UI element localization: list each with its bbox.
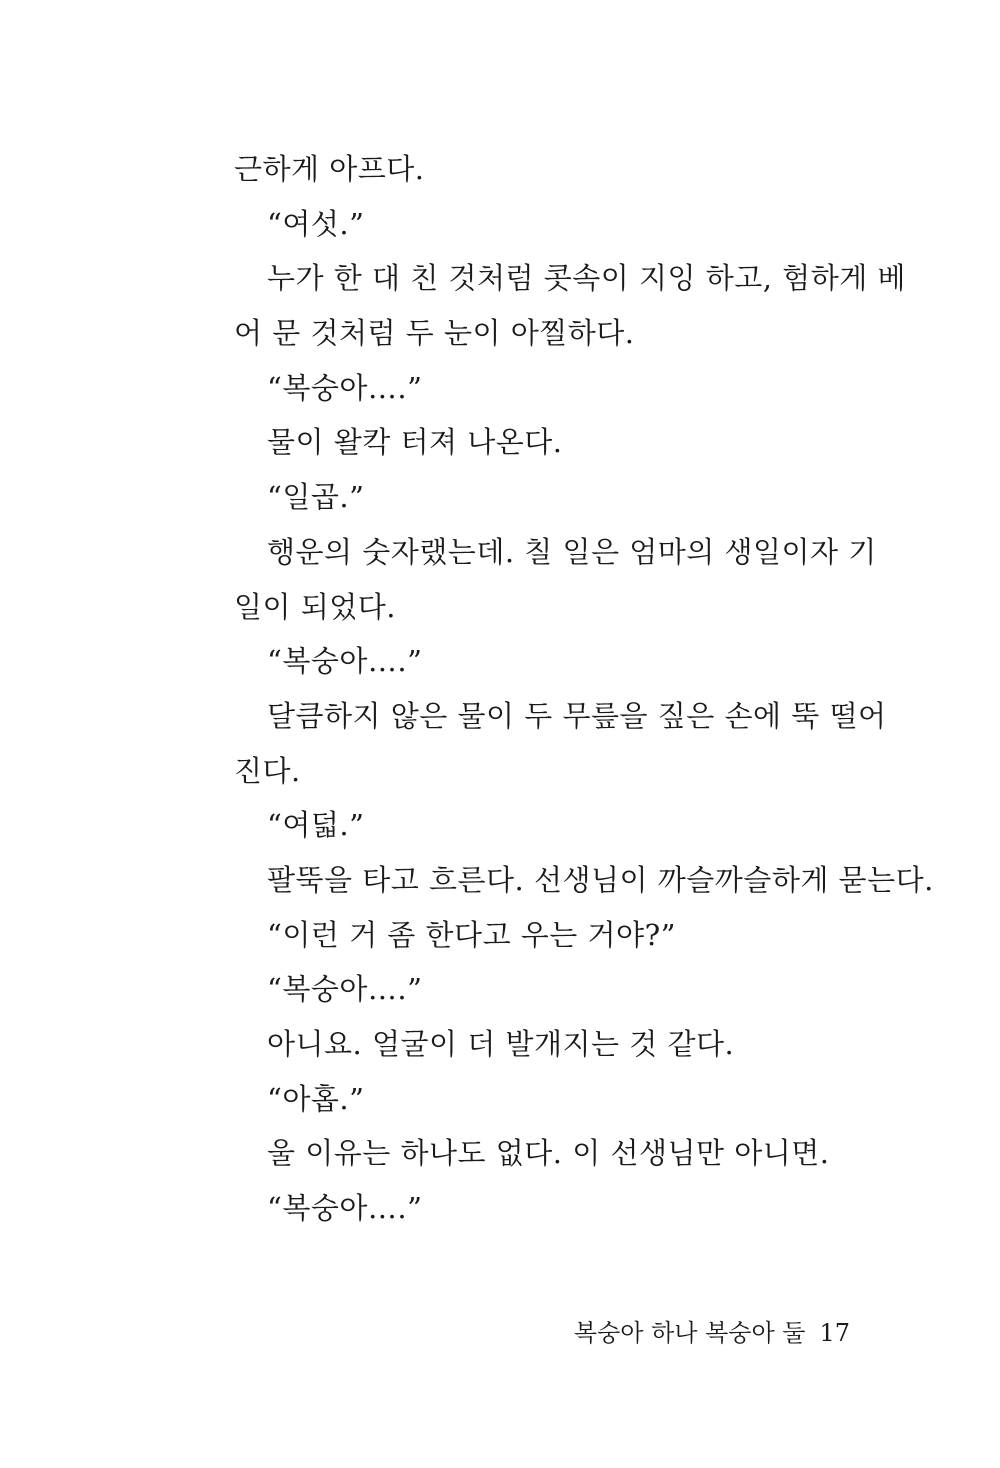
text-line: 진다. — [234, 753, 301, 788]
text-line: “복숭아….” — [267, 644, 423, 679]
text-line: 행운의 숫자랬는데. 칠 일은 엄마의 생일이자 기 — [267, 534, 877, 569]
text-line: “복숭아….” — [267, 1191, 423, 1226]
text-line: “복숭아….” — [267, 370, 423, 405]
text-line: 물이 왈칵 터져 나온다. — [267, 425, 563, 460]
text-line: 달큼하지 않은 물이 두 무릎을 짚은 손에 뚝 떨어 — [267, 698, 887, 733]
text-line: “아홉.” — [267, 1081, 365, 1116]
text-line: 어 문 것처럼 두 눈이 아찔하다. — [234, 316, 635, 351]
running-title: 복숭아 하나 복숭아 둘 — [573, 1319, 806, 1347]
text-line: “여섯.” — [267, 206, 365, 241]
page-number: 17 — [819, 1319, 850, 1347]
body-text — [234, 142, 934, 1236]
text-line: 누가 한 대 친 것처럼 콧속이 지잉 하고, 험하게 베 — [267, 261, 906, 296]
text-line: 일이 되었다. — [234, 589, 397, 624]
text-line: “복숭아….” — [267, 972, 423, 1007]
text-line: 울 이유는 하나도 없다. 이 선생님만 아니면. — [267, 1136, 830, 1171]
text-line: “일곱.” — [267, 480, 365, 515]
text-line: 근하게 아프다. — [234, 152, 425, 186]
page-footer — [574, 1316, 850, 1350]
text-line: “여덟.” — [267, 808, 365, 843]
text-line: 아니요. 얼굴이 더 발개지는 것 같다. — [267, 1027, 735, 1061]
text-line: 팔뚝을 타고 흐른다. 선생님이 까슬까슬하게 묻는다. — [267, 862, 934, 897]
text-line: “이런 거 좀 한다고 우는 거야?” — [267, 917, 676, 952]
